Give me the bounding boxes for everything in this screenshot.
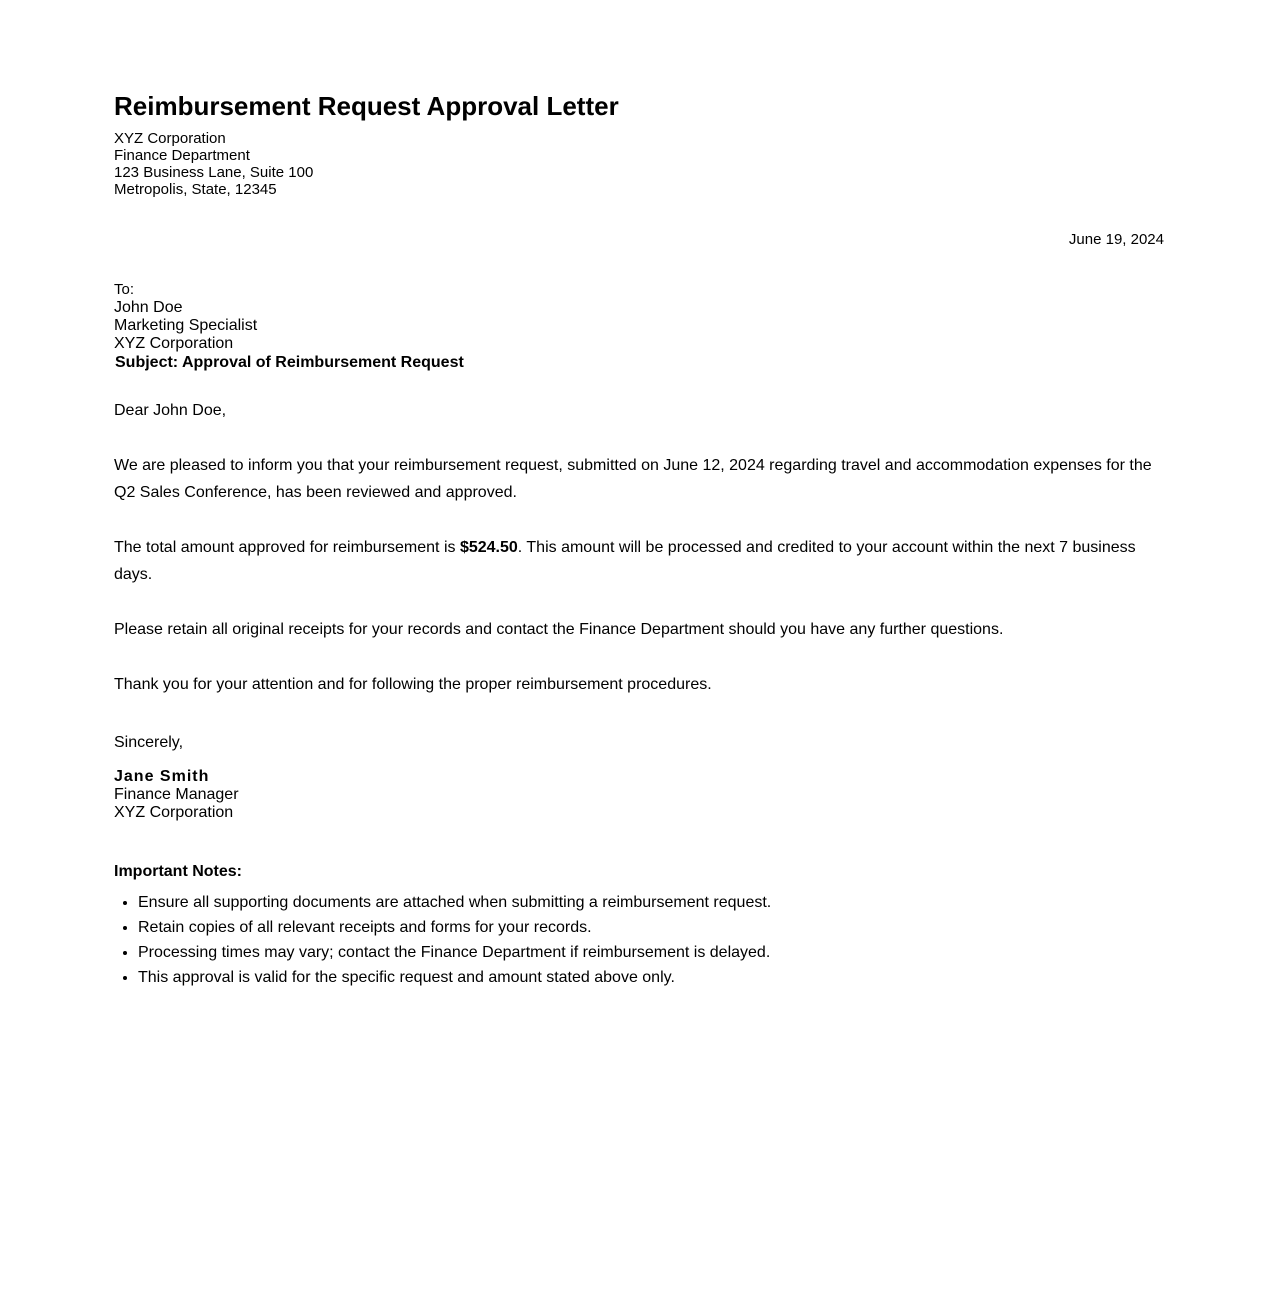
note-item: • This approval is valid for the specific request and amount stated above only. [138, 965, 1164, 990]
signature-block [114, 768, 1164, 822]
note-item: • Ensure all supporting documents are attached when submitting a reimbursement request. [138, 890, 1164, 915]
letter-date: June 19, 2024 [1068, 231, 1164, 248]
sender-department: Finance Department [114, 147, 250, 164]
signer-title: Finance Manager [114, 786, 239, 803]
paragraph-2-tail: . This amount will be processed and credited to your account within the next 7 business days. [114, 539, 1136, 583]
notes-list [114, 890, 1164, 990]
notes-heading: Important Notes: [114, 863, 242, 880]
letter-body [114, 88, 1164, 990]
body-paragraph-4: Thank you for your attention and for following the proper reimbursement procedures. [114, 676, 712, 693]
recipient-title: Marketing Specialist [114, 317, 258, 334]
body-paragraph-2 [114, 534, 1164, 588]
recipient-company: XYZ Corporation [114, 335, 234, 352]
recipient-to-label: To: [114, 281, 135, 298]
letter-subject: Subject: Approval of Reimbursement Request [115, 354, 464, 371]
recipient-name: John Doe [114, 299, 183, 316]
paragraph-2-lead: The total amount approved for reimbursement is [114, 539, 460, 556]
note-item: • Retain copies of all relevant receipts and forms for your records. [138, 915, 1164, 940]
note-item: • Processing times may vary; contact the Finance Department if reimbursement is delayed. [138, 940, 1164, 965]
signer-company: XYZ Corporation [114, 804, 234, 821]
signer-name: Jane Smith [114, 768, 210, 785]
recipient-block [114, 281, 1164, 353]
sender-city: Metropolis, State, 12345 [114, 181, 277, 198]
body-paragraph-1: We are pleased to inform you that your reimbursement request, submitted on June 12, 2024 regarding travel and accommodation expenses for the Q2 Sales Conference, has been reviewed and approved. [114, 457, 1152, 501]
approved-amount: $524.50 [459, 539, 518, 556]
closing: Sincerely, [114, 734, 184, 751]
sender-address [114, 130, 1164, 198]
letter-title: Reimbursement Request Approval Letter [114, 91, 619, 121]
salutation: Dear John Doe, [114, 402, 227, 419]
sender-company: XYZ Corporation [114, 130, 226, 147]
sender-street: 123 Business Lane, Suite 100 [114, 164, 314, 181]
body-paragraph-3: Please retain all original receipts for your records and contact the Finance Department should you have any further questions. [114, 621, 1004, 638]
